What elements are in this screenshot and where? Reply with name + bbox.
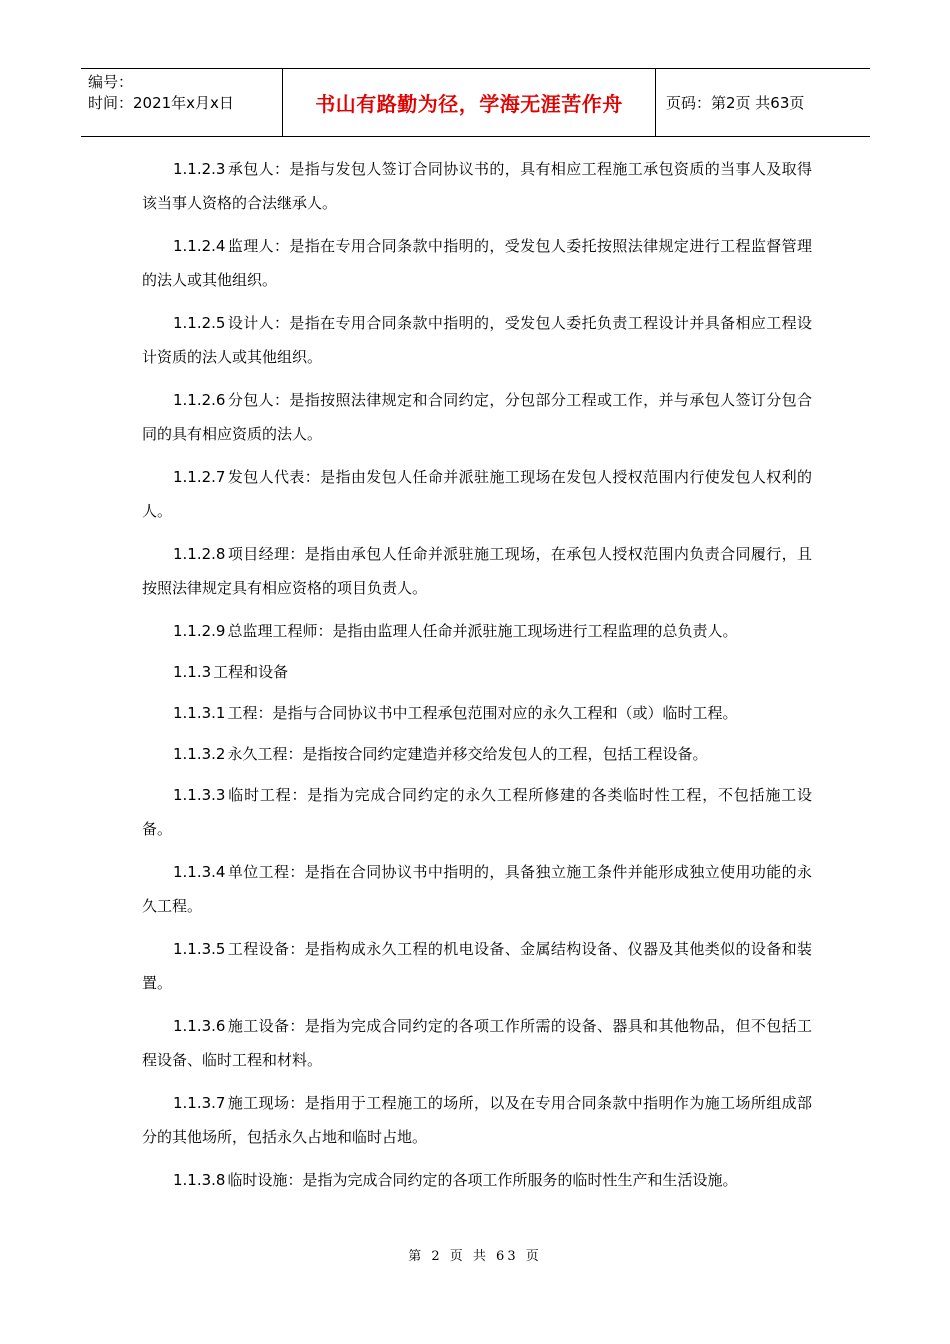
clause-paragraph	[142, 932, 812, 1000]
clause-text: 分包人：是指按照法律规定和合同约定，分包部分工程或工作，并与承包人签订分包合同的具有相应资质的法人。	[142, 391, 812, 443]
clause-text: 设计人：是指在专用合同条款中指明的，受发包人委托负责工程设计并具备相应工程设计资质的法人或其他组织。	[142, 314, 812, 366]
clause-paragraph	[142, 306, 812, 374]
clause-text: 承包人：是指与发包人签订合同协议书的，具有相应工程施工承包资质的当事人及取得该当事人资格的合法继承人。	[142, 160, 812, 212]
clause-text: 监理人：是指在专用合同条款中指明的，受发包人委托按照法律规定进行工程监督管理的法人或其他组织。	[142, 237, 812, 289]
clause-text: 项目经理：是指由承包人任命并派驻施工现场，在承包人授权范围内负责合同履行，且按照法律规定具有相应资格的项目负责人。	[142, 545, 812, 597]
clause-number: 1.1.3.6	[173, 1017, 226, 1035]
doc-number-label: 编号：	[88, 73, 134, 91]
header-page-info: 页码：第2页 共63页	[666, 94, 805, 112]
page-footer	[0, 1245, 950, 1264]
clause-paragraph	[142, 614, 812, 648]
clause-paragraph	[142, 737, 812, 771]
clause-number: 1.1.3.1	[173, 704, 226, 722]
date-label: 时间：2021年x月x日	[88, 94, 234, 112]
clause-text: 单位工程：是指在合同协议书中指明的，具备独立施工条件并能形成独立使用功能的永久工程。	[142, 863, 812, 915]
clause-text: 工程和设备	[213, 663, 289, 681]
clause-number: 1.1.3.5	[173, 940, 226, 958]
clause-text: 临时工程：是指为完成合同约定的永久工程所修建的各类临时性工程，不包括施工设备。	[142, 786, 812, 838]
clause-number: 1.1.2.8	[173, 545, 226, 563]
clause-number: 1.1.2.7	[173, 468, 226, 486]
clause-paragraph	[142, 855, 812, 923]
clause-number: 1.1.3.2	[173, 745, 226, 763]
clause-number: 1.1.3.8	[173, 1171, 226, 1189]
header-slogan-cell	[283, 69, 656, 136]
clause-number: 1.1.3	[173, 663, 212, 681]
clause-text: 工程设备：是指构成永久工程的机电设备、金属结构设备、仪器及其他类似的设备和装置。	[142, 940, 812, 992]
clause-number: 1.1.3.7	[173, 1094, 226, 1112]
clause-text: 施工设备：是指为完成合同约定的各项工作所需的设备、器具和其他物品，但不包括工程设备、临时工程和材料。	[142, 1017, 812, 1069]
slogan-text: 书山有路勤为径，学海无涯苦作舟	[315, 92, 623, 116]
header-meta-cell	[81, 69, 283, 136]
clause-number: 1.1.2.3	[173, 160, 226, 178]
clause-paragraph	[142, 778, 812, 846]
clause-paragraph	[142, 460, 812, 528]
clause-text: 工程：是指与合同协议书中工程承包范围对应的永久工程和（或）临时工程。	[227, 704, 738, 722]
clause-text: 发包人代表：是指由发包人任命并派驻施工现场在发包人授权范围内行使发包人权利的人。	[142, 468, 812, 520]
clause-text: 临时设施：是指为完成合同约定的各项工作所服务的临时性生产和生活设施。	[227, 1171, 738, 1189]
clause-paragraph	[142, 1086, 812, 1154]
clause-paragraph	[142, 383, 812, 451]
footer-page-number: 第 2 页 共 63 页	[408, 1249, 542, 1264]
section-heading	[142, 655, 812, 689]
clause-paragraph	[142, 1163, 812, 1197]
header-page-cell	[656, 69, 870, 136]
clause-text: 总监理工程师：是指由监理人任命并派驻施工现场进行工程监理的总负责人。	[227, 622, 738, 640]
clause-number: 1.1.3.3	[173, 786, 226, 804]
clause-number: 1.1.2.5	[173, 314, 226, 332]
document-header	[81, 68, 870, 137]
clause-paragraph	[142, 1009, 812, 1077]
clause-number: 1.1.2.6	[173, 391, 226, 409]
document-body	[142, 152, 812, 1204]
clause-paragraph	[142, 152, 812, 220]
clause-number: 1.1.2.9	[173, 622, 226, 640]
clause-paragraph	[142, 696, 812, 730]
clause-number: 1.1.2.4	[173, 237, 226, 255]
clause-paragraph	[142, 537, 812, 605]
clause-paragraph	[142, 229, 812, 297]
clause-number: 1.1.3.4	[173, 863, 226, 881]
clause-text: 永久工程：是指按合同约定建造并移交给发包人的工程，包括工程设备。	[227, 745, 708, 763]
clause-text: 施工现场：是指用于工程施工的场所，以及在专用合同条款中指明作为施工场所组成部分的其他场所，包括永久占地和临时占地。	[142, 1094, 812, 1146]
